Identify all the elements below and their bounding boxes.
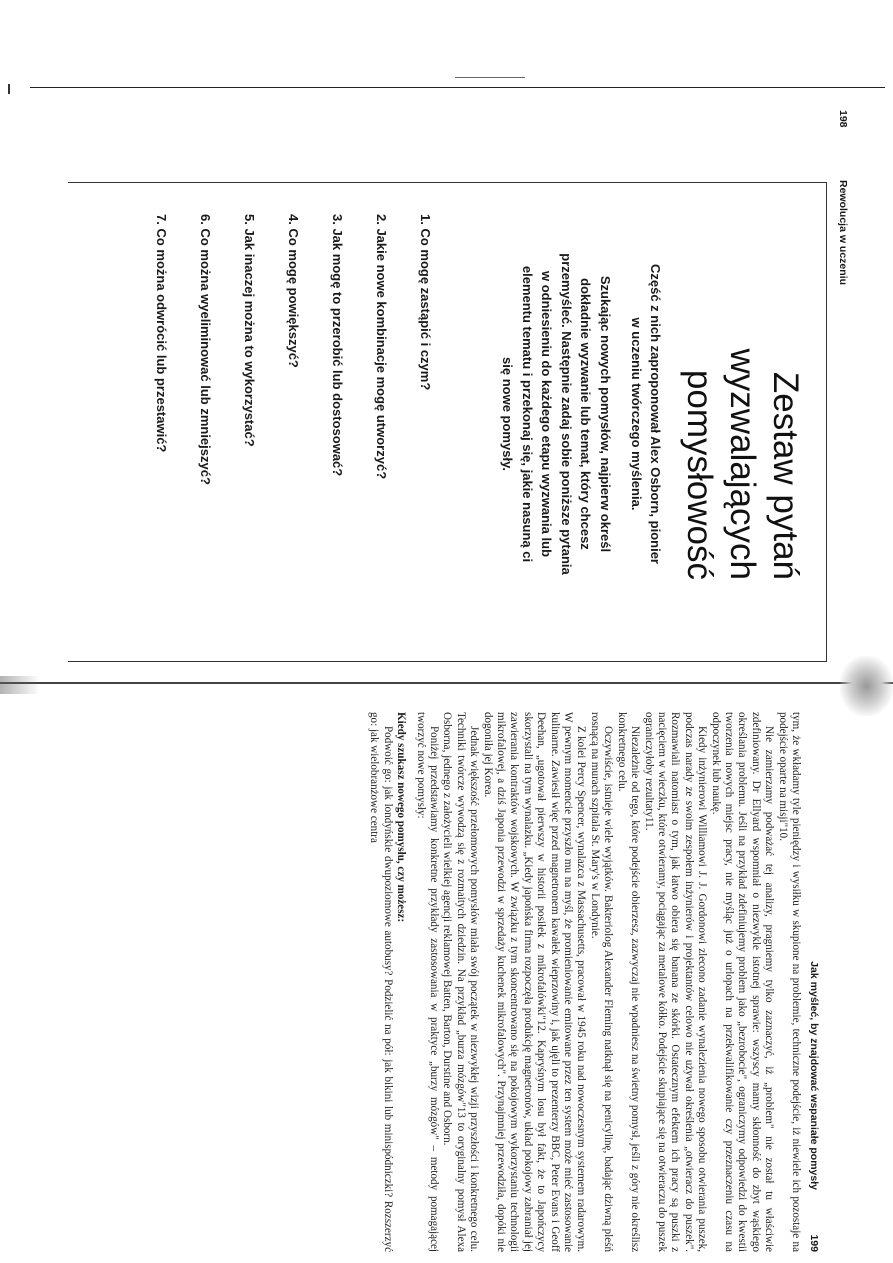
body-text bbox=[367, 712, 802, 1252]
lead-line: dokładnie wyzwanie lub temat, który chcesz bbox=[578, 278, 594, 550]
paragraph: tym, że wkładamy tyle pieniędzy i wysiłku w skupione na problemie, techniczne podejście, iż niewiele ich pozostaje na podejście oparte na misji"10. bbox=[776, 712, 802, 1252]
paragraph: Niezależnie od tego, które podejście obierzesz, zazwyczaj nie wpadniesz na świetny pomysł, jeśli z góry nie określisz konkretnego celu. bbox=[615, 712, 642, 1252]
paragraph: Nie zamierzamy podważać tej analizy, pragniemy tylko zaznaczyć, iż „problem" nie został tu właściwie zdefiniowany. Dr Ellyard wspomniał o niezwykle istotnej sprawie: wszyscy mamy skłonność do zbyt wąskiego określania problemu. Jeśli na przykład zdefiniujemy problem jako „bezrobocie", ograniczymy odpowiedzi do kwestii tworzenia nowych miejsc pracy, nie myśląc już o urlopach na przekwalifikowanie czy przeznaczeniu czasu na odpoczynek lub naukę. bbox=[709, 712, 776, 1252]
question-list bbox=[127, 214, 435, 644]
spine-shadow bbox=[840, 656, 893, 716]
paragraph: Podwoić go: jak londyńskie dwupoziomowe autobusy? Podzielić na pół: jak bikini lub minispódniczki? Rozszerzyć go: jak wielobranżowe centra bbox=[368, 712, 394, 1252]
lead-line: Szukając nowych pomysłów, najpierw określ bbox=[598, 275, 613, 553]
running-head: Rewolucja w uczeniu bbox=[837, 180, 849, 286]
page-header bbox=[802, 712, 826, 1252]
paragraph: Poniżej przedstawiamy konkretne przykłady zastosowania w praktyce „burzy mózgów" – metody pomagającej tworzyć nowe pomysły: bbox=[414, 712, 441, 1252]
intro-line: Część z nich zaproponował Alex Osborn, pionier bbox=[648, 263, 663, 564]
paragraph: Kiedy inżynierowi Williamowi J. J. Gordonowi zlecono zadanie wynalezienia nowego sposobu otwierania puszek, podczas narady ze swoim zespołem inżynierów i projektantów celowo nie używał określenia „otwieracz do puszek". Rozmawiali natomiast o tym, jak łatwo obiera się banana ze skórki. Ostatecznym efektem ich pracy są puszki z nacięciem w wieczku, które otwieramy, pociągając za metalowe kółko. Podejście skupiające się na otwieraczu do puszek ograniczyłoby rezultaty11. bbox=[642, 712, 709, 1252]
question-item: 4. Co mogę powiększyć? bbox=[286, 214, 301, 368]
question-item: 5. Jak inaczej można to wykorzystać? bbox=[242, 214, 257, 447]
paragraph: Jednak większość przełomowych pomysłów miała swój początek w niezwykłej wizji przyszłości i konkretnego celu. Techniki twórcze wywodzą się z rozmaitych dziedzin. Na przykład „burza mózgów"13 to oryginalny pomysł Alexa Osborna, jednego z założycieli wielkiej agencji reklamowej Batten, Barton, Durstine and Osborn. bbox=[441, 712, 481, 1252]
box-intro bbox=[627, 214, 665, 614]
lead-line: przemyśleć. Następnie zadaj sobie poniższe pytania bbox=[559, 253, 574, 575]
page-header bbox=[831, 110, 855, 660]
question-item: 1. Co mogę zastąpić i czym? bbox=[418, 214, 433, 391]
paragraph: Oczywiście, istnieje wiele wyjątków. Bakteriolog Alexander Fleming natknął się na penicylinę, badając dziwną pleśń rosnącą na murach szpitala St. Mary's w Londynie. bbox=[588, 712, 615, 1252]
right-page bbox=[76, 712, 826, 1252]
box-title-line: Zestaw pytań bbox=[766, 371, 805, 580]
lead-line: się nowe pomysły. bbox=[500, 357, 516, 471]
scan-edge-line bbox=[30, 87, 885, 88]
question-item: 7. Co można odwrócić lub przestawić? bbox=[154, 214, 169, 453]
section-heading: Kiedy szukasz nowego pomysłu, czy możesz: bbox=[395, 712, 408, 923]
question-item: 2. Jakie nowe kombinacje mogę utworzyć? bbox=[374, 214, 389, 480]
box-title-line: wyzwalających bbox=[723, 348, 762, 580]
question-item: 3. Jak mogę to przerobić lub dostosować? bbox=[330, 214, 345, 477]
page-number: 198 bbox=[837, 110, 849, 128]
lead-line: w odniesieniu do każdego etapu wyzwania lub bbox=[539, 270, 555, 558]
box-title bbox=[678, 290, 807, 580]
box-title-line: pomysłowość bbox=[680, 369, 719, 580]
spine-shadow bbox=[0, 676, 40, 694]
scan-mark bbox=[8, 84, 10, 94]
question-item: 6. Co można wyeliminować lub zmniejszyć? bbox=[198, 214, 213, 485]
scan-edge-line bbox=[455, 77, 525, 78]
box-lead bbox=[498, 214, 615, 614]
spine-line bbox=[0, 682, 893, 684]
paragraph: Z kolei Percy Spencer, wynalazca z Massachusetts, pracował w 1945 roku nad nowoczesnym systemem radarowym. W pewnym momencie przyszło mu na myśl, że promieniowanie emitowane przez ten system może mieć zastosowanie kulinarne. Zawiesił więc przed magnetronem kawałek wieprzowiny i, jak ujęli to prezenterzy BBC, Peter Evans i Geoff Deehan, „ugotował pierwszy w historii posiłek z mikrofalówki"12. Kapryśnym losu był fakt, że to Japończycy skorzystali na tym wynalazku. „Kiedy japońska firma rozpoczęła produkcję magnetronów, układ pokojowy zabraniał jej zawierania kontraktów wojskowych. W związku z tym skoncentrowano się na pokojowym wykorzystaniu technologii mikrofalowej, a dziś Japonia przewodzi w sprzedaży kuchenek mikrofalowych". Przynajmniej przewodziła, dopóki nie dogoniła jej Korea. bbox=[481, 712, 588, 1252]
left-page bbox=[15, 110, 855, 660]
page-number: 199 bbox=[808, 1234, 820, 1252]
lead-line: elementu tematu i przekonaj się, jakie nasuną ci bbox=[520, 265, 535, 563]
running-head: Jak myśleć, by znajdować wspaniałe pomysły bbox=[808, 961, 820, 1190]
intro-line: w uczeniu twórczego myślenia. bbox=[629, 317, 644, 511]
book-spine bbox=[0, 676, 893, 698]
